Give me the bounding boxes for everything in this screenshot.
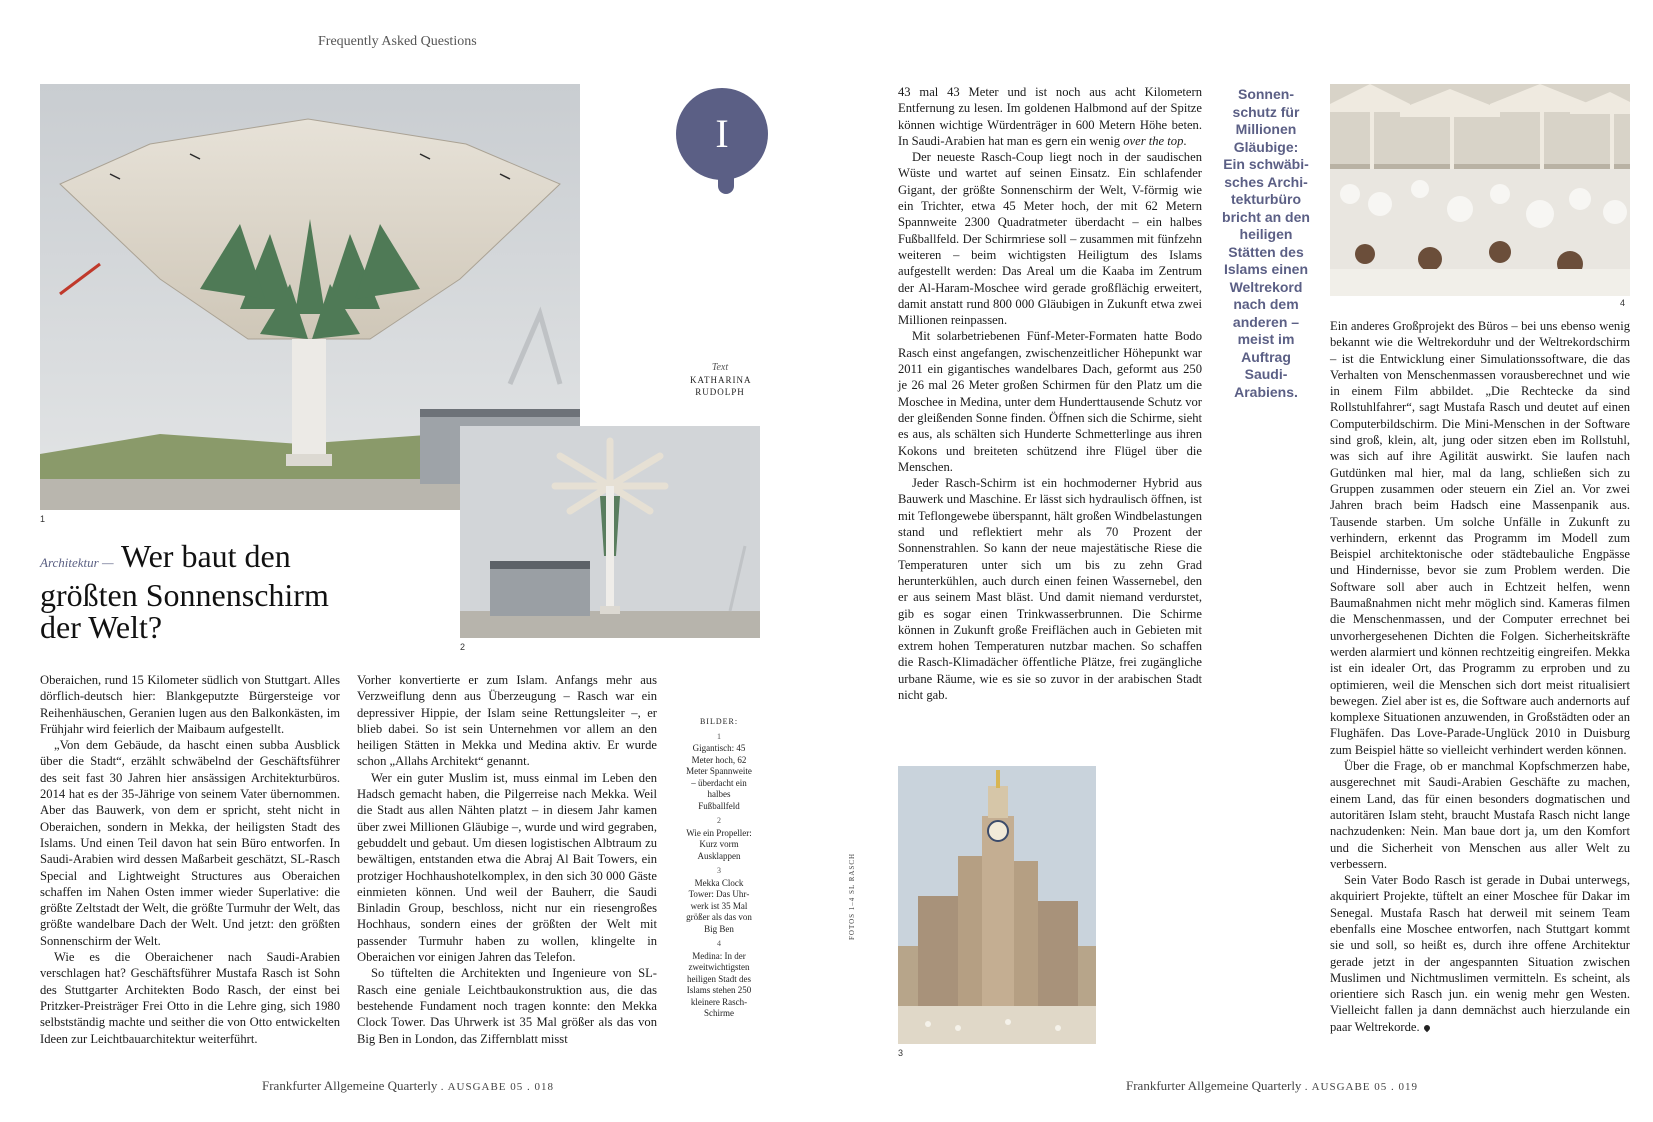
body-column-4 xyxy=(1330,318,1630,1035)
photo-umbrella-closed xyxy=(460,426,760,638)
photo-mekka-clock-tower xyxy=(898,766,1096,1044)
end-mark-icon xyxy=(1422,1024,1430,1032)
caption-number: 2 xyxy=(717,816,721,825)
paragraph: Der neueste Rasch-Coup liegt noch in der saudischen Wüste und wartet auf seinen Einsatz. Ein schlafender Gigant, der größte Sonnenschirm der Welt, V-förmig wie ein Trichter, etwa 45 Meter hoch, der mit 62 Metern Spannweite 2300 Quadratmeter überdacht – ein halbes Fußballfeld. Der Schirmriese soll – zusammen mit fünfzehn weiteren – beim wichtigsten Heiligtum des Islams aufgestellt werden: Das Areal um die Kaaba im Zentrum der Al-Haram-Moschee wird gerade großflächig erweitert, damit anstatt rund 800 000 Gläubigen in Zukunft etwa zwei Millionen reinpassen. xyxy=(898,150,1202,328)
author-credit xyxy=(690,362,750,398)
photo-number: 3 xyxy=(898,1048,904,1058)
photo-number: 2 xyxy=(460,642,466,652)
image-captions xyxy=(686,716,752,1020)
paragraph: Vorher konvertierte er zum Islam. Anfangs mehr aus Verzweiflung denn aus Überzeugung – Rasch war ein depressiver Hippie, der Islam seine Rettungsleiter –, er blieb dabei. So ist sein Unternehmen vor allem an den heiligen Stätten in Mekka und Medina aktiv. Er wurde schon „Allahs Architekt“ genannt. xyxy=(357,673,657,769)
headline-kicker: Architektur — xyxy=(40,555,114,570)
paragraph-text: Sein Vater Bodo Rasch ist gerade in Dubai unterwegs, akquiriert Projekte, tüftelt an einer Moschee für Dakar im Senegal. Mustafa Rasch hat derweil mit seinem Team ebenfalls eine Moschee entworfen, nach Stuttgart kommt sie und soll, so heißt es, durch ihre offene Architektur gerade jetzt in der angespannten Situation zwischen Muslimen und Nichtmuslimen vermitteln. Es scheint, als orientiere sich Rasch jun. ein wenig mehr gen Westen. Vielleicht fallen ja dann demnächst auch hierzulande ein paar Weltrekorde. xyxy=(1330,873,1630,1034)
paragraph: „Von dem Gebäude, da hascht einen subba Ausblick über die Stadt“, erzählt schwäbelnd der Geschäftsführer des seit fast 30 Jahren hier ansässigen Architekturbüros. 2014 hat es der 35-Jährige von seinem Vater übernommen. Aber das Bauwerk, von dem er spricht, steht nicht in Oberaichen, sondern in Mekka, der heiligsten Stadt des Islams. Und einen Teil davon hat sein Büro entworfen. In Saudi-Arabien wird dessen Maßarbeit geschätzt, SL-Rasch Special and Lightweight Structures aus Oberaichen schaffen im Nahen Osten immer wieder Superlative: die größte Zeltstadt der Welt, die größte Turmuhr der Welt, das größte wandelbare Dach der Welt. Und jetzt: den größten Sonnenschirm der Welt. xyxy=(40,738,340,948)
headline-title: Wer baut den größten Sonnenschirm der Welt? xyxy=(40,538,329,645)
photo-medina-crowd xyxy=(1330,84,1630,296)
photo-number: 4 xyxy=(1620,298,1626,308)
caption-text: Gigantisch: 45 Meter hoch, 62 Meter Spannweite – überdacht ein halbes Fußballfeld xyxy=(686,743,752,811)
pull-quote: Sonnenschutz für Millionen Gläubige: Ein schwäbisches Architekturbüro bricht an den heiligen Stätten des Islams einen Weltrekord nach dem anderen – meist im Auftrag Saudi-Arabiens. xyxy=(1222,86,1310,400)
body-column-1 xyxy=(40,672,340,1047)
paragraph: Über die Frage, ob er manchmal Kopfschmerzen habe, ausgerechnet mit Saudi-Arabien Geschäfte zu machen, einem Land, das für einen besonders dogmatischen und autoritären Islam steht, braucht Mustafa Rasch nicht lange nachzudenken: Nein. Man baue dort ja, um den Komfort und die Sicherheit von Menschen aus aller Welt zu verbessern. xyxy=(1330,759,1630,871)
paragraph: Jeder Rasch-Schirm ist ein hochmoderner Hybrid aus Bauwerk und Maschine. Er lässt sich hydraulisch öffnen, ist mit Teflongewebe überspannt, hält großen Windbelastungen stand und reflektiert mehr als 70 Prozent der Sonnenstrahlen. So kann der neue majestätische Riese die Temperaturen unter sich um bis zu zehn Grad herunterkühlen, auch durch einen feinen Wassernebel, den er aus seinem Mast bläst. Und damit niemand verdurstet, gib es sogar einen Trinkwasserbrunnen. Die Schirme können in Zukunft große Freiflächen auch in Gebieten mit extrem hohen Temperaturen nutzbar machen. So schaffen die Rasch-Klimadächer öffentliche Plätze, frei zugängliche urbane Räume, wie es sie so zuvor in der arabischen Stadt nicht gab. xyxy=(898,476,1202,702)
paragraph: Wer ein guter Muslim ist, muss einmal im Leben den Hadsch gemacht haben, die Pilgerreise nach Mekka. Weil die Stadt aus allen Nähten platzt – in diesem Jahr kamen über zwei Millionen Gläubige –, wurde und wird gegraben, gebuddelt und gebaut. Um diesen logistischen Albtraum zu bewältigen, entstanden etwa die Abraj Al Bait Towers, ein protziger Hochhaushotelkomplex, in den sich 30 000 Gäste einmieten können. Und weil der Bauherr, die Saudi Binladin Group, beschloss, nicht nur ein riesengroßes Hochhaus, sondern eines der größten der Welt mit passender Turmuhr haben zu wollen, klingelte in Oberaichen vor einigen Jahren das Telefon. xyxy=(357,770,657,965)
author-name: KATHARINA RUDOLPH xyxy=(690,375,752,397)
body-column-2 xyxy=(357,672,657,1047)
footer-left xyxy=(262,1078,554,1094)
emphasis: over the top xyxy=(1123,133,1184,148)
caption-text: Medina: In der zweitwichtigsten heiligen Stadt des Islams stehen 250 kleinere Rasch-Schirme xyxy=(686,950,752,1018)
footer-right xyxy=(1126,1078,1418,1094)
body-column-3 xyxy=(898,84,1202,703)
footer-magazine: Frankfurter Allgemeine Quarterly xyxy=(262,1078,438,1093)
headline xyxy=(40,540,370,643)
caption-number: 1 xyxy=(717,731,721,741)
photo-credit: FOTOS 1–4 SL RASCH xyxy=(848,852,856,940)
caption-text: Wie ein Propeller: Kurz vorm Ausklappen xyxy=(686,827,752,861)
paragraph-text: 43 mal 43 Meter und ist noch aus acht Kilometern Entfernung zu lesen. Im goldenen Halbmond auf der Spitze können wichtige Würdenträger in 600 Metern Höhe beten. In Saudi-Arabien hat man es gern ein wenig xyxy=(898,85,1202,148)
running-head: Frequently Asked Questions xyxy=(318,34,477,49)
paragraph: Ein anderes Großprojekt des Büros – bei uns ebenso wenig bekannt wie die Weltrekorduhr und der Weltrekordschirm – ist die Entwicklung einer Simulationssoftware, die das Verhalten von Menschenmassen vorausberechnet und wie in einem Film abbildet. „Die Rechtecke da sind Rollstuhlfahrer“, sagt Mustafa Rasch und deutet auf einen Computerbildschirm. Die Mini-Menschen in der Software sind groß, klein, alt, jung oder sitzen eben im Rollstuhl, was sich auf ihre Agilität auswirkt. Sie laufen nach Gutdünken mal hier, mal da lang, schließen sich zu Gruppen zusammen oder steuern ein Ziel an. Vor zwei Jahren brach beim Hadsch eine Massenpanik aus. Tausende starben. Um solche Unfälle in Zukunft zu verhindern, erkennt das Programm im Modell zum Beispiel architektonische oder städtebauliche Engpässe und Hindernisse, bevor sie zum Problem werden. Die Software soll aber auch in Echtzeit helfen, wenn Baumaßnahmen nicht mehr möglich sind. Kameras filmen die Menschenmassen, und der Computer errechnet bei unvorhergesehenen Dichten die Folgen. Sicherheitskräfte werden alarmiert und können rechtzeitig eingreifen. Mekka ist ein idealer Ort, das Programm zu erproben und zu optimieren, weil die Menschen sich dort meist ritualisiert bewegen. Ziel aber ist es, die Software auch andernorts auf komplexe Situationen anzuwenden, in Großstädten oder an Flughäfen. Das Love-Parade-Unglück 2010 in Duisburg zum Beispiel hätte so vielleicht verhindert werden können. xyxy=(1330,319,1630,757)
q-badge: I xyxy=(676,88,768,180)
q-badge-tail xyxy=(718,166,734,194)
footer-magazine: Frankfurter Allgemeine Quarterly xyxy=(1126,1078,1302,1093)
photo-number: 1 xyxy=(40,514,46,524)
footer-issue: . AUSGABE 05 . 019 xyxy=(1304,1081,1419,1093)
paragraph: Wie es die Oberaichener nach Saudi-Arabien verschlagen hat? Geschäftsführer Mustafa Rasch ist Sohn des Stuttgarter Architekten Bodo Rasch, der einst bei Pritzker-Preisträger Frei Otto in die Lehre ging, sich 1980 selbstständig machte und seither die von Otto entwickelten Ideen zur Leichtbauarchitektur weiterführt. xyxy=(40,950,340,1046)
paragraph: So tüftelten die Architekten und Ingenieure von SL-Rasch eine geniale Leichtbaukonstruktion aus, die das bestehende Fundament noch tragen konnte: den Mekka Clock Tower. Das Uhrwerk ist 35 Mal größer als das von Big Ben in London, das Ziffernblatt misst xyxy=(357,966,657,1046)
paragraph xyxy=(1330,872,1630,1035)
paragraph: Oberaichen, rund 15 Kilometer südlich von Stuttgart. Alles dörflich-deutsch hier: Blankgeputzte Bürgersteige vor Reihenhäuschen, Geranien lugen aus den Balkonkästen, im Frühjahr wird feierlich der Maibaum aufgestellt. xyxy=(40,673,340,736)
caption-text: Mekka Clock Tower: Das Uhrwerk ist 35 Mal größer als das von Big Ben xyxy=(686,877,752,934)
captions-title: BILDER: xyxy=(699,717,739,726)
caption-number: 3 xyxy=(717,866,721,875)
footer-issue: . AUSGABE 05 . 018 xyxy=(440,1081,555,1093)
caption-number: 4 xyxy=(717,939,721,948)
author-label: Text xyxy=(711,362,729,373)
paragraph: 43 mal 43 Meter und ist noch aus acht Kilometern Entfernung zu lesen. Im goldenen Halbmond auf der Spitze können wichtige Würdenträger in 600 Metern Höhe beten. In Saudi-Arabien hat man es gern ein wenig over the top. xyxy=(898,85,1202,148)
paragraph: Mit solarbetriebenen Fünf-Meter-Formaten hatte Bodo Rasch einst angefangen, zwischenzeitlicher Höhepunkt war 2011 ein gigantisches wandelbares Dach, geformt aus 250 je 26 mal 26 Meter großen Schirmen für den Platz um die Moschee in Medina, unter dem Hunderttausende Schutz vor der gleißenden Sonne finden. Öffnen sich die Schirme, sieht es aus, als schälten sich Hunderte Schmetterlinge aus ihren Kokons und breiteten schützend ihre Flügel über die Menschen. xyxy=(898,329,1202,474)
